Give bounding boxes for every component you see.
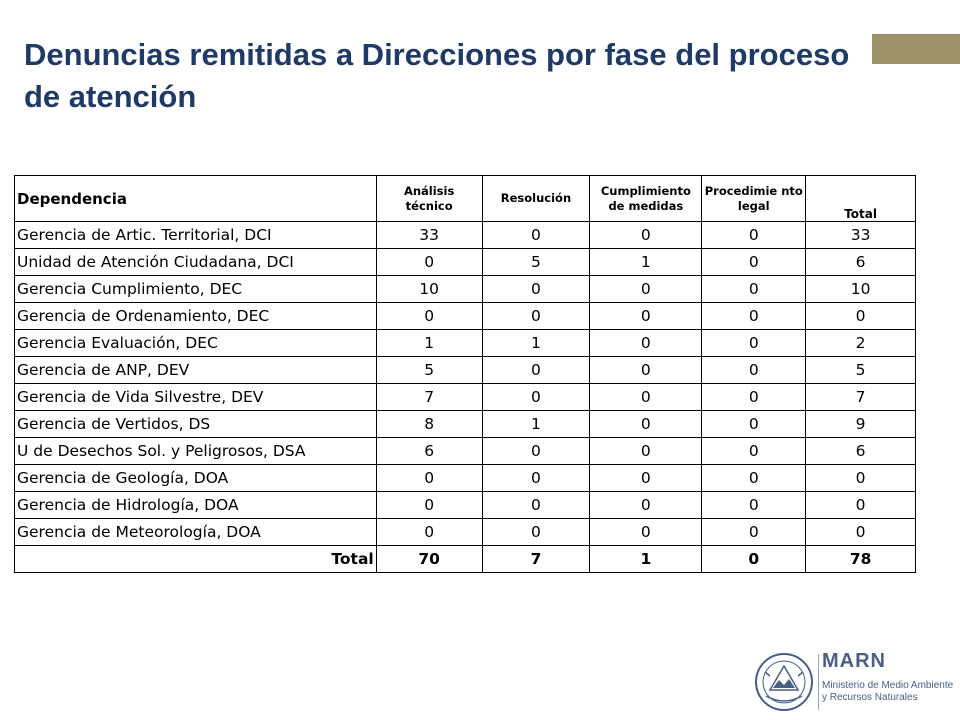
row-dependencia: Gerencia Cumplimiento, DEC (15, 276, 377, 303)
logo-full-name (822, 680, 953, 704)
logo-divider (818, 654, 819, 710)
row-procedimiento: 0 (702, 519, 806, 546)
table-row (15, 303, 916, 330)
row-dependencia: Gerencia de Vida Silvestre, DEV (15, 384, 377, 411)
row-cumplimiento: 0 (590, 303, 702, 330)
row-dependencia: Gerencia de ANP, DEV (15, 357, 377, 384)
totals-label: Total (15, 546, 377, 573)
row-resolucion: 1 (482, 411, 590, 438)
row-cumplimiento: 0 (590, 357, 702, 384)
row-total: 0 (806, 465, 916, 492)
total-procedimiento: 0 (702, 546, 806, 573)
table-row (15, 492, 916, 519)
total-resolucion: 7 (482, 546, 590, 573)
table-row (15, 276, 916, 303)
table-row (15, 330, 916, 357)
table-row (15, 222, 916, 249)
row-procedimiento: 0 (702, 330, 806, 357)
row-procedimiento: 0 (702, 276, 806, 303)
row-analisis: 0 (376, 249, 482, 276)
row-cumplimiento: 0 (590, 438, 702, 465)
logo-line1: Ministerio de Medio Ambiente (822, 680, 954, 691)
row-resolucion: 0 (482, 357, 590, 384)
row-analisis: 0 (376, 519, 482, 546)
page-title: Denuncias remitidas a Direcciones por fase del proceso de atención (24, 37, 850, 114)
row-procedimiento: 0 (702, 411, 806, 438)
row-total: 33 (806, 222, 916, 249)
row-resolucion: 0 (482, 465, 590, 492)
row-dependencia: Gerencia de Geología, DOA (15, 465, 377, 492)
table-row (15, 249, 916, 276)
header-total: Total (806, 176, 916, 222)
row-resolucion: 0 (482, 303, 590, 330)
row-analisis: 0 (376, 303, 482, 330)
row-cumplimiento: 0 (590, 492, 702, 519)
row-total: 2 (806, 330, 916, 357)
total-analisis: 70 (376, 546, 482, 573)
table-body (15, 222, 916, 573)
logo-short-name: MARN (822, 650, 886, 672)
row-resolucion: 0 (482, 276, 590, 303)
row-procedimiento: 0 (702, 249, 806, 276)
denuncias-table (14, 175, 916, 573)
row-total: 7 (806, 384, 916, 411)
row-analisis: 33 (376, 222, 482, 249)
row-total: 10 (806, 276, 916, 303)
coat-of-arms-icon (754, 652, 814, 712)
row-cumplimiento: 0 (590, 330, 702, 357)
table-row (15, 465, 916, 492)
row-cumplimiento: 0 (590, 519, 702, 546)
row-procedimiento: 0 (702, 222, 806, 249)
row-total: 6 (806, 249, 916, 276)
totals-row (15, 546, 916, 573)
header-analisis: Análisis técnico (376, 176, 482, 222)
table-row (15, 357, 916, 384)
row-analisis: 0 (376, 465, 482, 492)
marn-logo (754, 648, 954, 714)
row-dependencia: U de Desechos Sol. y Peligrosos, DSA (15, 438, 377, 465)
row-dependencia: Gerencia de Meteorología, DOA (15, 519, 377, 546)
row-resolucion: 0 (482, 438, 590, 465)
row-dependencia: Gerencia Evaluación, DEC (15, 330, 377, 357)
total-cumplimiento: 1 (590, 546, 702, 573)
row-total: 0 (806, 492, 916, 519)
row-cumplimiento: 0 (590, 465, 702, 492)
row-dependencia: Gerencia de Hidrología, DOA (15, 492, 377, 519)
header-procedimiento: Procedimie nto legal (702, 176, 806, 222)
row-procedimiento: 0 (702, 384, 806, 411)
row-procedimiento: 0 (702, 357, 806, 384)
row-cumplimiento: 1 (590, 249, 702, 276)
total-total: 78 (806, 546, 916, 573)
row-analisis: 0 (376, 492, 482, 519)
row-total: 6 (806, 438, 916, 465)
row-procedimiento: 0 (702, 465, 806, 492)
row-dependencia: Gerencia de Ordenamiento, DEC (15, 303, 377, 330)
table-row (15, 411, 916, 438)
accent-bar (872, 34, 960, 64)
header-resolucion: Resolución (482, 176, 590, 222)
row-analisis: 5 (376, 357, 482, 384)
row-procedimiento: 0 (702, 492, 806, 519)
row-total: 0 (806, 303, 916, 330)
row-analisis: 7 (376, 384, 482, 411)
row-resolucion: 0 (482, 492, 590, 519)
logo-line2: y Recursos Naturales (822, 692, 918, 703)
header-cumplimiento: Cumplimiento de medidas (590, 176, 702, 222)
row-total: 5 (806, 357, 916, 384)
row-analisis: 8 (376, 411, 482, 438)
row-dependencia: Unidad de Atención Ciudadana, DCI (15, 249, 377, 276)
row-cumplimiento: 0 (590, 411, 702, 438)
table-header-row (15, 176, 916, 222)
row-cumplimiento: 0 (590, 276, 702, 303)
table-row (15, 519, 916, 546)
row-resolucion: 0 (482, 222, 590, 249)
row-resolucion: 0 (482, 519, 590, 546)
row-analisis: 6 (376, 438, 482, 465)
row-total: 0 (806, 519, 916, 546)
row-dependencia: Gerencia de Vertidos, DS (15, 411, 377, 438)
row-procedimiento: 0 (702, 303, 806, 330)
row-procedimiento: 0 (702, 438, 806, 465)
row-cumplimiento: 0 (590, 384, 702, 411)
table-row (15, 384, 916, 411)
row-analisis: 10 (376, 276, 482, 303)
row-cumplimiento: 0 (590, 222, 702, 249)
row-resolucion: 0 (482, 384, 590, 411)
row-analisis: 1 (376, 330, 482, 357)
row-dependencia: Gerencia de Artic. Territorial, DCI (15, 222, 377, 249)
table-row (15, 438, 916, 465)
row-total: 9 (806, 411, 916, 438)
row-resolucion: 5 (482, 249, 590, 276)
row-resolucion: 1 (482, 330, 590, 357)
header-dependencia: Dependencia (15, 176, 377, 222)
